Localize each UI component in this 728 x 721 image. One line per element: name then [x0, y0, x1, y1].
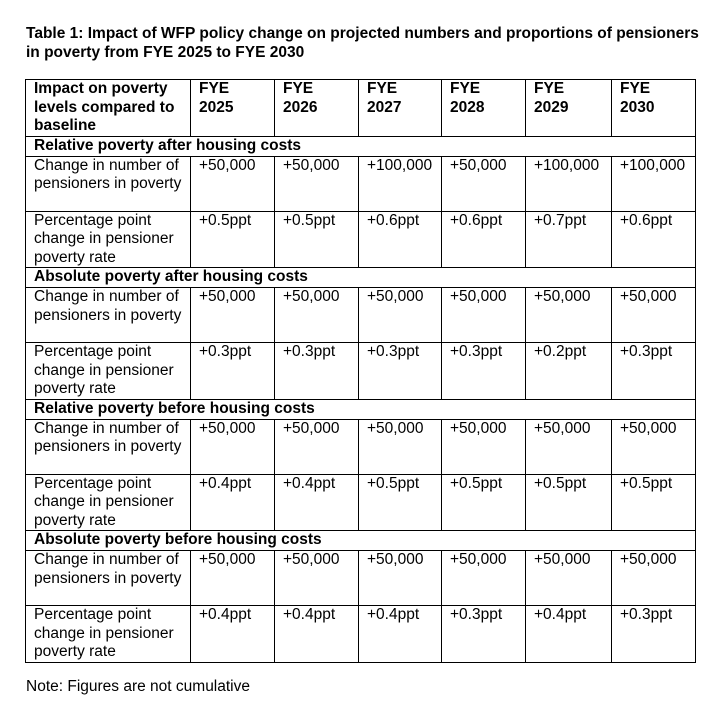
year-header-year: 2025 — [199, 98, 234, 116]
table-cell: +50,000 — [191, 156, 275, 211]
table-cell: +0.5ppt — [442, 474, 526, 531]
table-cell: +100,000 — [359, 156, 442, 211]
table-cell: +0.5ppt — [275, 211, 359, 268]
corner-header: Impact on poverty levels compared to baseline — [26, 80, 191, 137]
year-header-year: 2029 — [534, 98, 569, 116]
table-cell: +50,000 — [359, 551, 442, 606]
table-row — [26, 419, 696, 474]
year-header-prefix: FYE — [534, 80, 565, 97]
table-cell: +50,000 — [191, 419, 275, 474]
table-cell: +0.5ppt — [191, 211, 275, 268]
table-cell: +50,000 — [612, 551, 696, 606]
table-row — [26, 551, 696, 606]
year-header-year: 2027 — [367, 98, 402, 116]
table-cell: +0.4ppt — [275, 606, 359, 663]
table-cell: +0.5ppt — [526, 474, 612, 531]
table-cell: +50,000 — [442, 288, 526, 343]
table-row — [26, 211, 696, 268]
table-cell: +0.5ppt — [612, 474, 696, 531]
row-label: Change in number of pensioners in poverty — [26, 288, 191, 343]
table-caption: Table 1: Impact of WFP policy change on projected numbers and proportions of pensioners in poverty from FYE 2025 to FYE 2030 — [26, 25, 699, 61]
table-row — [26, 156, 696, 211]
table-cell: +50,000 — [275, 551, 359, 606]
table-cell: +0.7ppt — [526, 211, 612, 268]
table-cell: +50,000 — [191, 551, 275, 606]
row-label: Percentage point change in pensioner poverty rate — [26, 343, 191, 400]
table-note: Note: Figures are not cumulative — [26, 678, 250, 695]
row-label: Change in number of pensioners in poverty — [26, 156, 191, 211]
table-cell: +0.4ppt — [526, 606, 612, 663]
row-label: Change in number of pensioners in poverty — [26, 551, 191, 606]
table-row — [26, 606, 696, 663]
table-cell: +50,000 — [275, 156, 359, 211]
table-cell: +0.2ppt — [526, 343, 612, 400]
section-title: Relative poverty before housing costs — [26, 399, 696, 419]
table-cell: +0.3ppt — [275, 343, 359, 400]
table-cell: +0.6ppt — [442, 211, 526, 268]
table-cell: +0.3ppt — [612, 343, 696, 400]
year-header-prefix: FYE — [283, 80, 314, 97]
table-cell: +50,000 — [442, 551, 526, 606]
year-header-year: 2026 — [283, 98, 318, 116]
table-cell: +50,000 — [275, 419, 359, 474]
table-cell: +100,000 — [612, 156, 696, 211]
table-cell: +0.6ppt — [612, 211, 696, 268]
year-header-prefix: FYE — [199, 80, 230, 97]
table-cell: +50,000 — [526, 288, 612, 343]
year-header-year: 2028 — [450, 98, 485, 116]
table-cell: +0.3ppt — [191, 343, 275, 400]
table-row — [26, 474, 696, 531]
table-cell: +50,000 — [612, 419, 696, 474]
table-row — [26, 288, 696, 343]
row-label: Change in number of pensioners in poverty — [26, 419, 191, 474]
section-title: Relative poverty after housing costs — [26, 136, 696, 156]
row-label: Percentage point change in pensioner poverty rate — [26, 606, 191, 663]
table-cell: +0.3ppt — [442, 606, 526, 663]
section-row — [26, 268, 696, 288]
table-cell: +0.4ppt — [359, 606, 442, 663]
poverty-impact-table — [25, 79, 696, 663]
year-header-prefix: FYE — [367, 80, 398, 97]
section-row — [26, 399, 696, 419]
table-cell: +0.3ppt — [612, 606, 696, 663]
section-title: Absolute poverty after housing costs — [26, 268, 696, 288]
section-title: Absolute poverty before housing costs — [26, 531, 696, 551]
table-cell: +50,000 — [442, 419, 526, 474]
table-cell: +50,000 — [442, 156, 526, 211]
table-cell: +0.4ppt — [191, 474, 275, 531]
table-cell: +50,000 — [275, 288, 359, 343]
table-cell: +0.3ppt — [359, 343, 442, 400]
table-row — [26, 343, 696, 400]
section-row — [26, 531, 696, 551]
year-header-prefix: FYE — [450, 80, 481, 97]
row-label: Percentage point change in pensioner poverty rate — [26, 474, 191, 531]
row-label: Percentage point change in pensioner poverty rate — [26, 211, 191, 268]
table-cell: +50,000 — [359, 419, 442, 474]
year-header-year: 2030 — [620, 98, 655, 116]
table-cell: +0.4ppt — [275, 474, 359, 531]
table-cell: +50,000 — [526, 551, 612, 606]
table-cell: +0.5ppt — [359, 474, 442, 531]
header-row — [26, 80, 696, 137]
year-header — [526, 80, 612, 137]
table-cell: +0.6ppt — [359, 211, 442, 268]
table-cell: +0.4ppt — [191, 606, 275, 663]
section-row — [26, 136, 696, 156]
table-cell: +50,000 — [526, 419, 612, 474]
table-cell: +100,000 — [526, 156, 612, 211]
year-header — [191, 80, 275, 137]
table-cell: +0.3ppt — [442, 343, 526, 400]
year-header — [359, 80, 442, 137]
year-header — [442, 80, 526, 137]
year-header — [612, 80, 696, 137]
table-cell: +50,000 — [612, 288, 696, 343]
year-header — [275, 80, 359, 137]
table-cell: +50,000 — [191, 288, 275, 343]
year-header-prefix: FYE — [620, 80, 651, 97]
table-cell: +50,000 — [359, 288, 442, 343]
